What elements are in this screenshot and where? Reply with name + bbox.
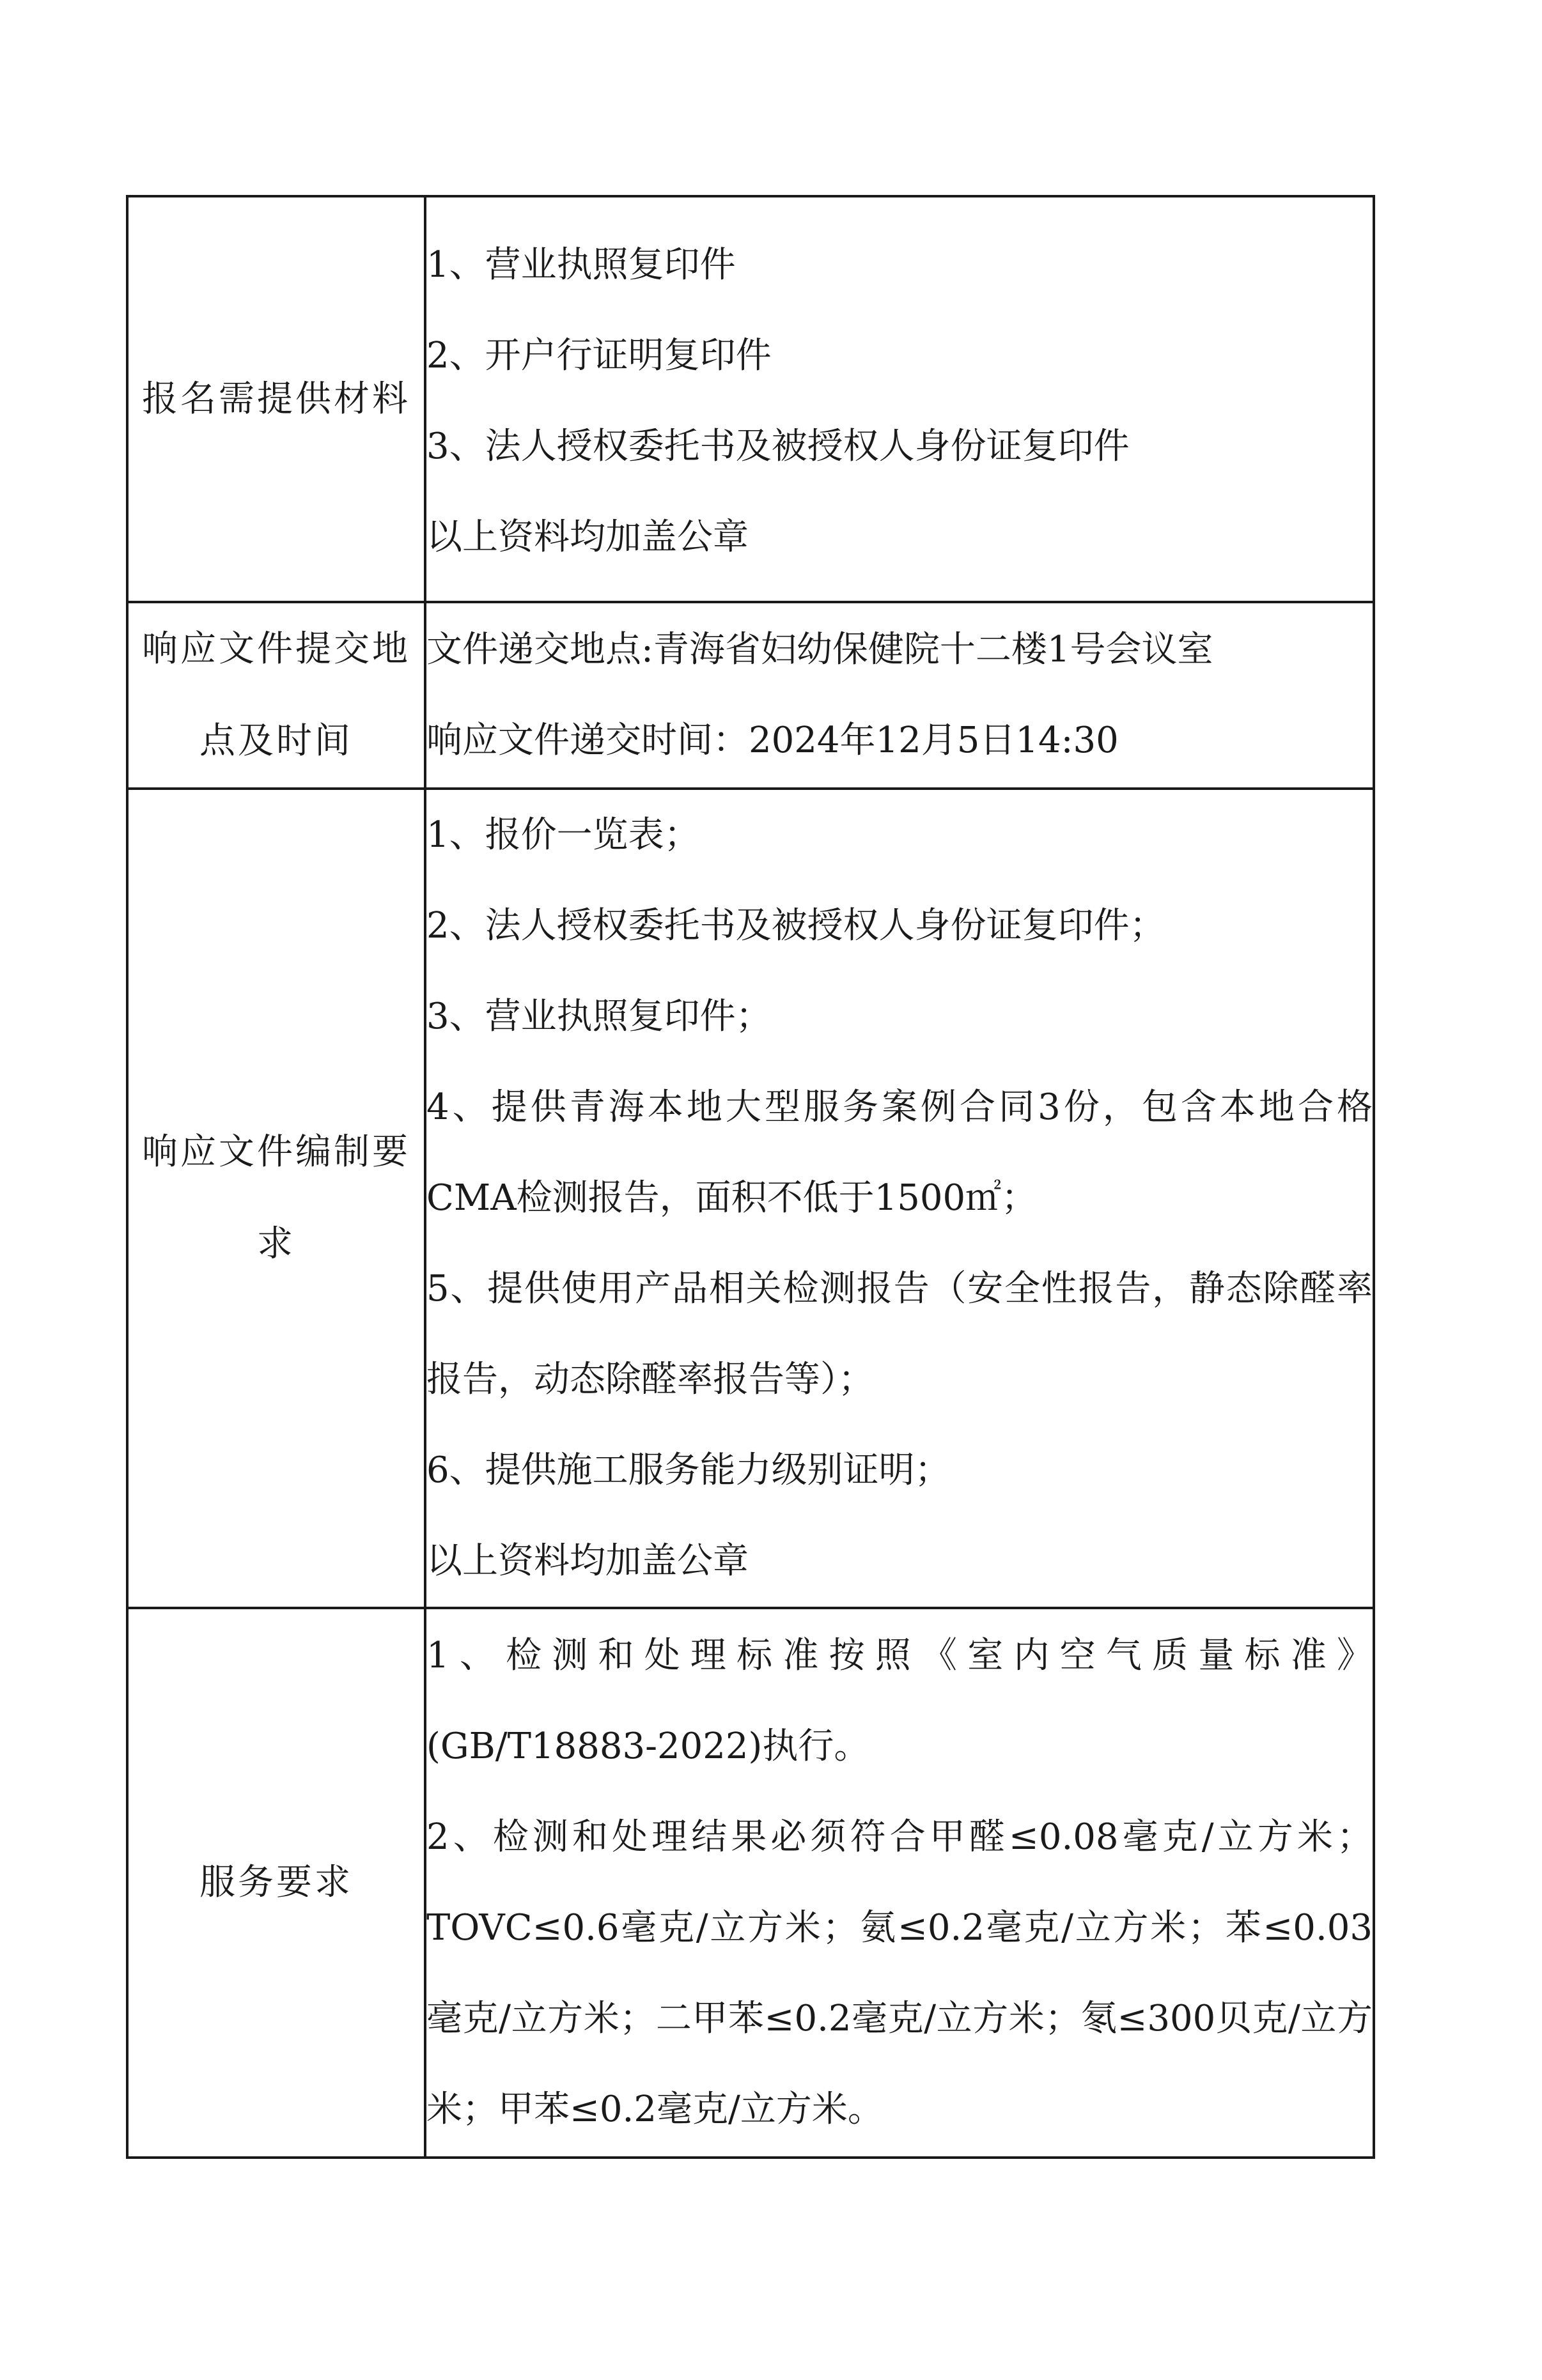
content-paragraph: 4、提供青海本地大型服务案例合同3份，包含本地合格CMA检测报告，面积不低于1500㎡；: [426, 1086, 1373, 1219]
row-content: [425, 789, 1374, 1608]
content-paragraph: 1、检测和处理标准按照《室内空气质量标准》(GB/T18883-2022)执行。: [426, 1635, 1373, 1767]
content-line: 2、法人授权委托书及被授权人身份证复印件；: [426, 905, 1165, 947]
requirements-table: [126, 195, 1375, 2159]
content-line: 6、提供施工服务能力级别证明；: [426, 1449, 951, 1491]
table-row-registration-materials: [127, 196, 1374, 602]
content-line: 3、法人授权委托书及被授权人身份证复印件: [426, 425, 1130, 467]
row-label: 报名需提供材料: [127, 196, 425, 602]
table-row-response-document-requirements: [127, 789, 1374, 1608]
row-content: [425, 602, 1374, 789]
content-line: 2、开户行证明复印件: [426, 334, 772, 376]
content-line: 以上资料均加盖公章: [426, 1540, 749, 1582]
row-content: [425, 196, 1374, 602]
content-line: 1、营业执照复印件: [426, 243, 736, 286]
table-row-submission-place-time: [127, 602, 1374, 789]
row-content: [425, 1608, 1374, 2158]
content-line: 文件递交地点:青海省妇幼保健院十二楼1号会议室: [426, 629, 1213, 670]
content-line: 1、报价一览表；: [426, 814, 700, 856]
content-line: 3、营业执照复印件；: [426, 996, 772, 1037]
row-label: 响应文件编制要求: [127, 789, 425, 1608]
row-label: 响应文件提交地点及时间: [127, 602, 425, 789]
content-paragraph: 5、提供使用产品相关检测报告（安全性报告，静态除醛率报告，动态除醛率报告等）；: [426, 1268, 1373, 1400]
content-line: 以上资料均加盖公章: [426, 516, 749, 558]
content-line: 响应文件递交时间：2024年12月5日14:30: [426, 720, 1119, 761]
table-row-service-requirements: [127, 1608, 1374, 2158]
row-label: 服务要求: [127, 1608, 425, 2158]
content-paragraph: 2、检测和处理结果必须符合甲醛≤0.08毫克/立方米；TOVC≤0.6毫克/立方米；氨≤0.2毫克/立方米；苯≤0.03毫克/立方米；二甲苯≤0.2毫克/立方米；氡≤300贝克/立方米；甲苯≤0.2毫克/立方米。: [426, 1816, 1373, 2130]
